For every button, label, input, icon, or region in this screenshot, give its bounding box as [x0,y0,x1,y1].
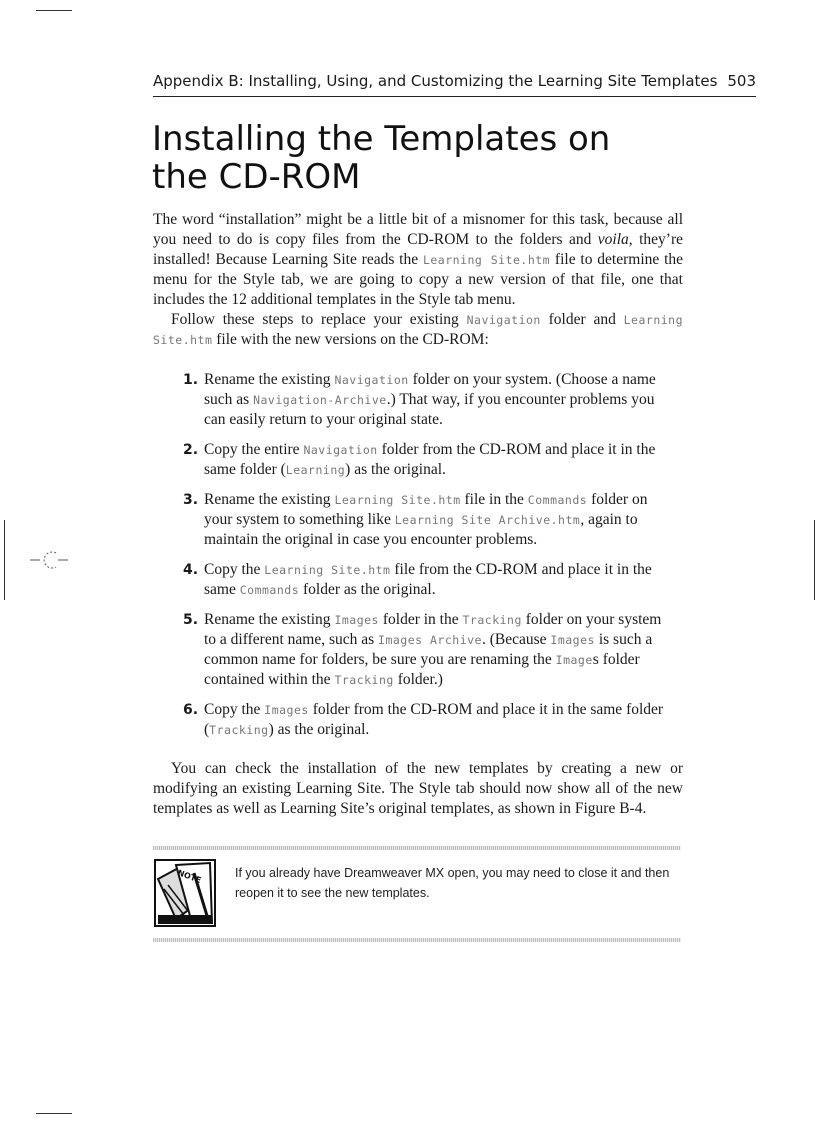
registration-mark-icon [30,550,70,570]
steps-list [183,370,673,750]
intro-paragraph-1: The word “installation” might be a little bit of a misnomer for this task, because all you need to do is copy files from the CD-ROM to the folders and voila, they’re installed! Because Learning Site reads the Learning Site.htm file to determine the menu for the Style tab, we are going to copy a new version of that file, one that includes the 12 additional templates in the Style tab menu. [153,211,684,308]
page-number: 503 [727,72,756,90]
step-item: 4. Copy the Learning Site.htm file from the CD-ROM and place it in the same Commands folder as the original. [183,561,652,598]
crop-mark-top-left [36,10,72,11]
note-icon [154,859,216,927]
step-item: 2. Copy the entire Navigation folder from the CD-ROM and place it in the same folder (Learning) as the original. [183,441,656,478]
closing-paragraph: You can check the installation of the new templates by creating a new or modifying an existing Learning Site. The Style tab should now show all of the new templates as well as Learning Site’s original templates, as shown in Figure B-4. [153,760,683,817]
crop-mark-right-vertical [814,520,815,600]
code-filename: Learning Site.htm [153,313,684,347]
note-bottom-rule [153,938,681,942]
emphasis-voila: voila, [597,231,633,248]
step-item: 3. Rename the existing Learning Site.htm file in the Commands folder on your system to something like Learning Site Archive.htm, again to maintain the original in case you encounter problems. [183,491,648,548]
running-title: Appendix B: Installing, Using, and Customizing the Learning Site Templates [153,72,718,90]
intro-paragraph-2: Follow these steps to replace your existing Navigation folder and Learning Site.htm file with the new versions on the CD-ROM: [153,311,684,348]
code-folder: Navigation [466,313,541,327]
note-icon-label: NOTE [176,868,203,885]
note-text: If you already have Dreamweaver MX open, you may need to close it and then reopen it to see the new templates. [235,866,670,900]
step-item: 5. Rename the existing Images folder in the Tracking folder on your system to a different name, such as Images Archive. (Because Images is such a common name for folders, be sure you are renaming the Images folder contained within the Tracking folder.) [183,611,662,688]
note-top-rule [153,846,681,850]
code-filename: Learning Site.htm [422,253,551,267]
crop-mark-left-vertical [4,520,5,600]
section-heading: Installing the Templates on the CD-ROM [152,119,611,197]
crop-mark-bottom-left [36,1113,72,1114]
running-header [153,72,756,97]
step-item: 1. Rename the existing Navigation folder on your system. (Choose a name such as Navigation-Archive.) That way, if you encounter problems you can easily return to your original state. [183,371,656,428]
step-item: 6. Copy the Images folder from the CD-ROM and place it in the same folder (Tracking) as the original. [183,701,664,738]
